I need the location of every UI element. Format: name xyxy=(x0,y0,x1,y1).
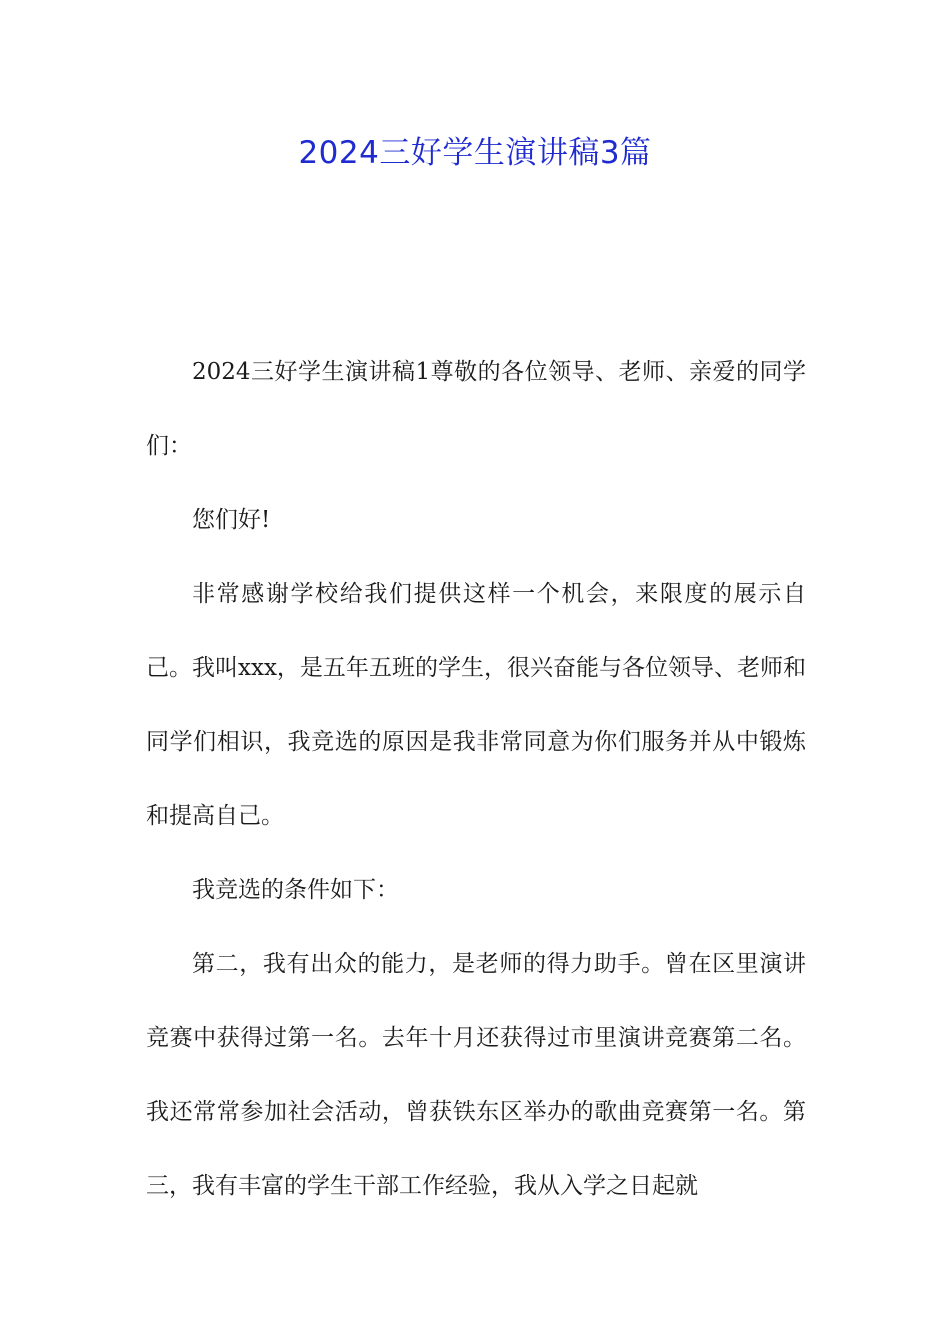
document-body xyxy=(146,335,806,1223)
paragraph-introduction: 非常感谢学校给我们提供这样一个机会，来限度的展示自己。我叫xxx，是五年五班的学生，很兴奋能与各位领导、老师和同学们相识，我竞选的原因是我非常同意为你们服务并从中锻炼和提高自己。 xyxy=(146,581,806,829)
paragraph-hello: 您们好! xyxy=(192,507,271,533)
document-title: 2024三好学生演讲稿3篇 xyxy=(298,135,652,171)
paragraph-greeting: 2024三好学生演讲稿1尊敬的各位领导、老师、亲爱的同学们： xyxy=(146,359,806,459)
paragraph-conditions: 第二，我有出众的能力，是老师的得力助手。曾在区里演讲竞赛中获得过第一名。去年十月还获得过市里演讲竞赛第二名。我还常常参加社会活动，曾获铁东区举办的歌曲竞赛第一名。第三，我有丰富的学生干部工作经验，我从入学之日起就 xyxy=(146,951,806,1199)
paragraph-conditions-heading: 我竞选的条件如下： xyxy=(192,877,399,903)
